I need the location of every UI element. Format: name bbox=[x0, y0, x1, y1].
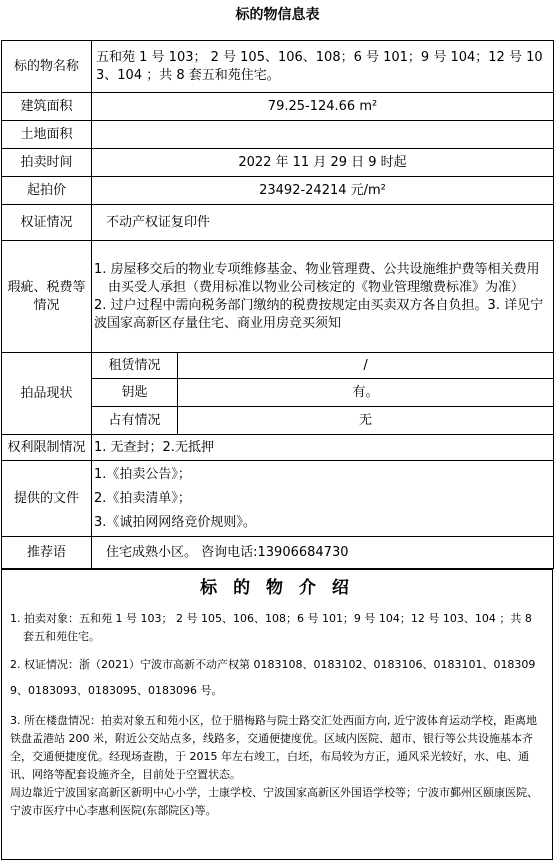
label-building-area: 建筑面积 bbox=[2, 93, 92, 121]
defects-item-1: 1. 房屋移交后的物业专项维修基金、物业管理费、公共设施维护费等相关费用由买受人承担（费用标准以物业公司核定的《物业管理缴费标准》为准） bbox=[94, 261, 540, 295]
value-certificate: 不动产权证复印件 bbox=[92, 205, 554, 241]
value-auction-time: 2022 年 11 月 29 日 9 时起 bbox=[92, 149, 554, 177]
table-row-certificate bbox=[2, 205, 554, 241]
label-occupy: 占有情况 bbox=[92, 407, 178, 435]
label-start-price: 起拍价 bbox=[2, 177, 92, 205]
value-object-name: 五和苑 1 号 103； 2 号 105、106、108；6 号 101；9 号 104；12 号 103、104 ；共 8 套五和苑住宅。 bbox=[92, 41, 554, 93]
value-building-area: 79.25-124.66 m² bbox=[92, 93, 554, 121]
table-row-status-lease bbox=[2, 353, 554, 379]
table-row-defects-tax bbox=[2, 241, 554, 353]
intro-paragraph-1: 1. 拍卖对象：五和苑 1 号 103； 2 号 105、106、108；6 号 101；9 号 104；12 号 103、104 ；共 8 套五和苑住宅。 bbox=[10, 612, 532, 643]
table-row-start-price bbox=[2, 177, 554, 205]
defects-item-2: 2. 过户过程中需向税务部门缴纳的税费按规定由买卖双方各自负担。3. 详见宁波国家高新区存量住宅、商业用房竞买须知 bbox=[94, 297, 544, 331]
page-title: 标的物信息表 bbox=[235, 7, 320, 23]
document-item-3: 3.《诚拍网网络竞价规则》。 bbox=[94, 514, 256, 530]
info-table bbox=[1, 40, 554, 569]
label-certificate: 权证情况 bbox=[2, 205, 92, 241]
intro-paragraph-4: 周边靠近宁波国家高新区新明中心小学，士康学校、宁波国家高新区外国语学校等；宁波市鄞州区颐康医院、宁波市医疗中心李惠利医院(东部院区)等。 bbox=[10, 786, 538, 817]
table-row-auction-time bbox=[2, 149, 554, 177]
value-key: 有。 bbox=[178, 379, 554, 407]
table-row-recommend bbox=[2, 537, 554, 569]
value-occupy: 无 bbox=[178, 407, 554, 435]
table-row-land-area bbox=[2, 121, 554, 149]
label-restriction: 权利限制情况 bbox=[2, 435, 92, 461]
label-land-area: 土地面积 bbox=[2, 121, 92, 149]
value-land-area bbox=[92, 121, 554, 149]
label-recommend: 推荐语 bbox=[2, 537, 92, 569]
label-status: 拍品现状 bbox=[2, 353, 92, 435]
intro-paragraph-2: 2. 权证情况：浙（2021）宁波市高新不动产权第 0183108、0183102、0183106、0183101、0183099、0183093、0183095、0183096 号。 bbox=[10, 658, 536, 697]
document-item-2: 2.《拍卖清单》； bbox=[94, 490, 191, 506]
label-auction-time: 拍卖时间 bbox=[2, 149, 92, 177]
table-row-documents bbox=[2, 461, 554, 537]
value-recommend: 住宅成熟小区。 咨询电话:13906684730 bbox=[92, 537, 554, 569]
label-key: 钥匙 bbox=[92, 379, 178, 407]
intro-section bbox=[1, 569, 553, 860]
intro-paragraph-3: 3. 所在楼盘情况：拍卖对象五和苑小区，位于腊梅路与院士路交汇处西面方向, 近宁波体育运动学校，距离地铁盘孟港站 200 米，附近公交站点多，线路多，交通便捷度优。区域内医院、超市、银行等公共设施基本齐全，交通便捷度优。经现场查勘，于 2015 年左右竣工，白坯，布局较为方正，通风采光较好，水、电、通讯、网络等配套设施齐全，目前处于空置状态。 bbox=[10, 714, 537, 781]
label-defects-tax: 瑕疵、税费等情况 bbox=[2, 241, 92, 353]
value-lease: / bbox=[178, 353, 554, 379]
label-documents: 提供的文件 bbox=[2, 461, 92, 537]
document-item-1: 1.《拍卖公告》； bbox=[94, 466, 191, 482]
table-row-object-name bbox=[2, 41, 554, 93]
label-object-name: 标的物名称 bbox=[2, 41, 92, 93]
intro-title: 标 的 物 介 绍 bbox=[200, 578, 354, 598]
label-lease: 租赁情况 bbox=[92, 353, 178, 379]
value-restriction: 1. 无查封；2.无抵押 bbox=[92, 435, 554, 461]
table-row-building-area bbox=[2, 93, 554, 121]
table-row-restriction bbox=[2, 435, 554, 461]
value-start-price: 23492-24214 元/m² bbox=[92, 177, 554, 205]
